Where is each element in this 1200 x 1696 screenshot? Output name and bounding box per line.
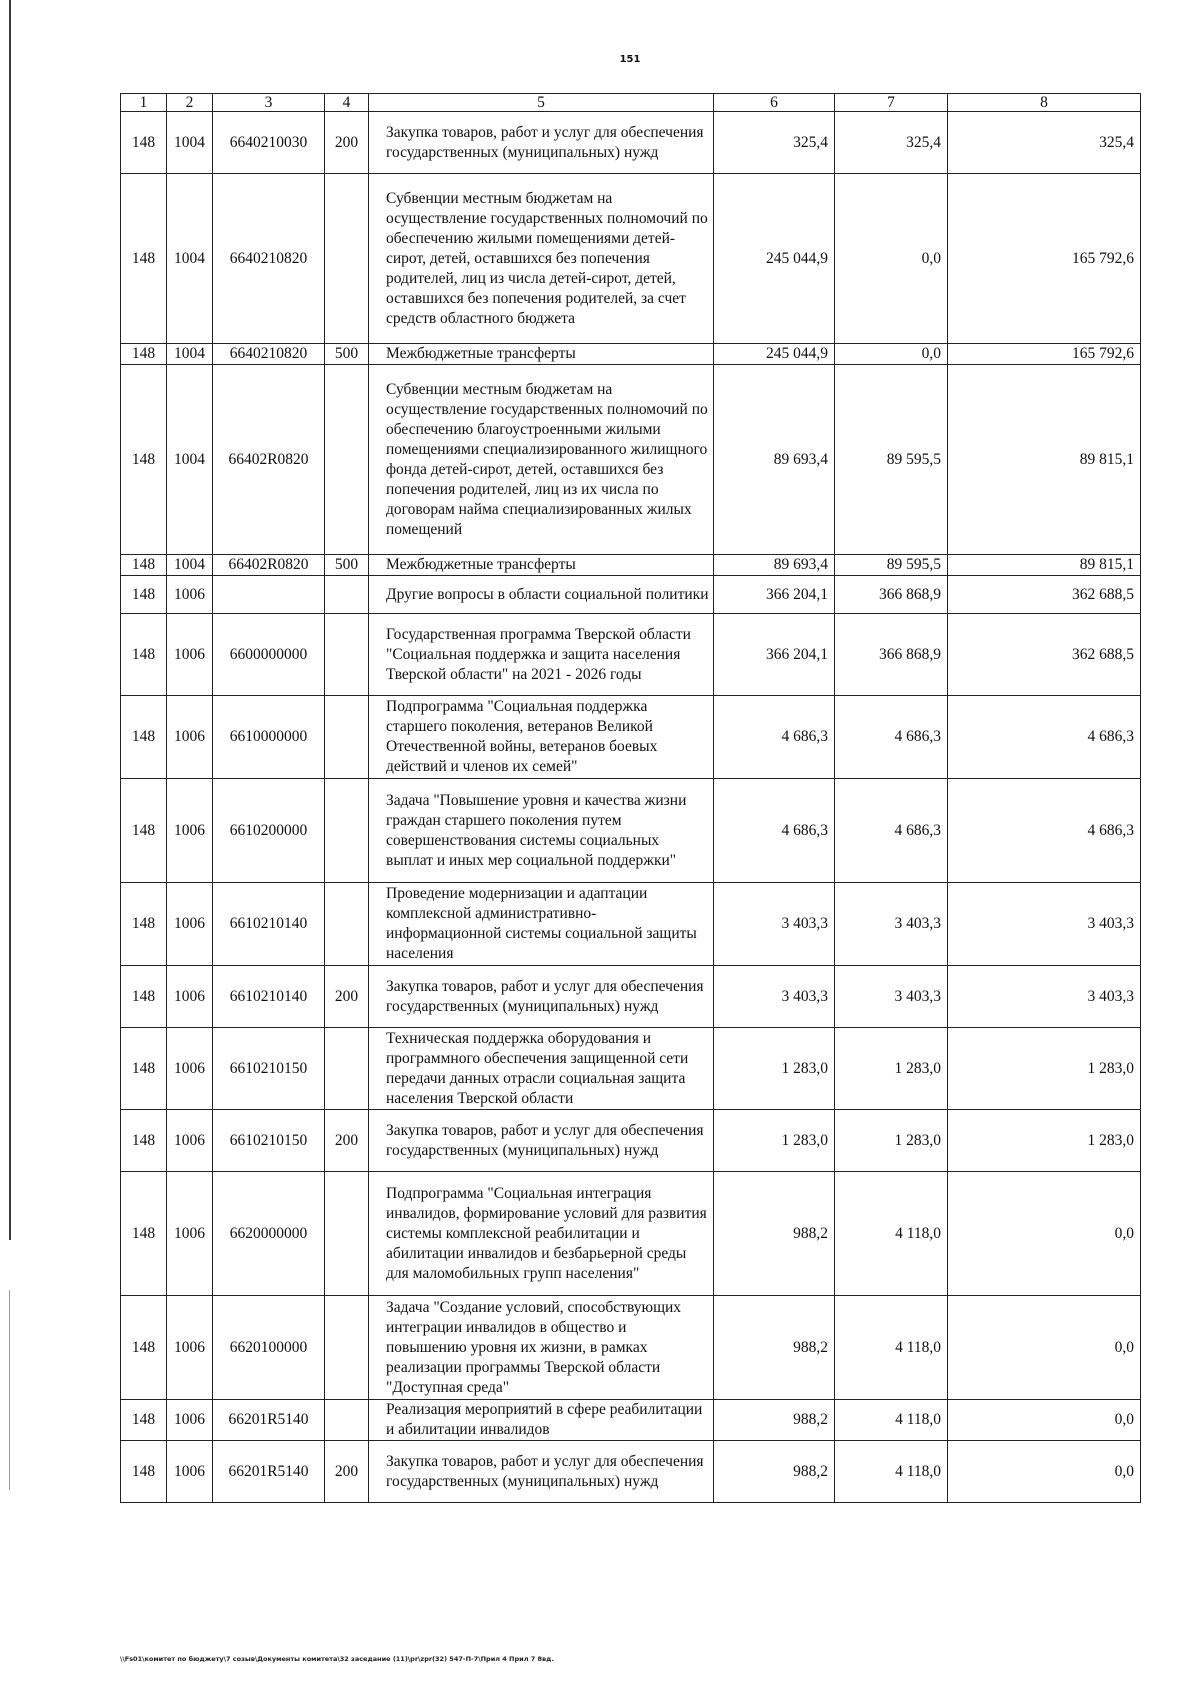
cell-amount-year1: 1 283,0 <box>714 1110 835 1172</box>
cell-amount-year1: 3 403,3 <box>714 966 835 1028</box>
cell-expense-type: 200 <box>325 112 369 174</box>
table-row <box>121 614 1141 696</box>
cell-description: Другие вопросы в области социальной политики <box>369 576 714 614</box>
cell-amount-year3: 165 792,6 <box>948 174 1141 344</box>
cell-amount-year1: 988,2 <box>714 1296 835 1400</box>
table-row <box>121 365 1141 555</box>
table-header-row <box>121 94 1141 112</box>
cell-amount-year1: 245 044,9 <box>714 344 835 365</box>
cell-section-code: 1004 <box>167 112 213 174</box>
header-cell: 2 <box>167 94 213 112</box>
cell-target-article: 6610210150 <box>213 1028 325 1110</box>
cell-grbs-code: 148 <box>121 1296 167 1400</box>
cell-amount-year3: 362 688,5 <box>948 614 1141 696</box>
cell-amount-year1: 89 693,4 <box>714 555 835 576</box>
budget-table <box>120 93 1141 1503</box>
cell-expense-type <box>325 174 369 344</box>
cell-target-article: 6620000000 <box>213 1172 325 1296</box>
cell-amount-year2: 89 595,5 <box>835 365 948 555</box>
cell-grbs-code: 148 <box>121 1441 167 1503</box>
cell-expense-type: 200 <box>325 1441 369 1503</box>
cell-grbs-code: 148 <box>121 1028 167 1110</box>
header-cell: 8 <box>948 94 1141 112</box>
cell-amount-year1: 3 403,3 <box>714 883 835 966</box>
cell-grbs-code: 148 <box>121 614 167 696</box>
table-row <box>121 1028 1141 1110</box>
cell-grbs-code: 148 <box>121 344 167 365</box>
cell-target-article: 6610210140 <box>213 966 325 1028</box>
cell-amount-year2: 4 686,3 <box>835 696 948 779</box>
cell-section-code: 1006 <box>167 966 213 1028</box>
cell-target-article: 6610210150 <box>213 1110 325 1172</box>
cell-expense-type: 200 <box>325 1110 369 1172</box>
cell-amount-year2: 3 403,3 <box>835 883 948 966</box>
cell-grbs-code: 148 <box>121 1110 167 1172</box>
cell-expense-type: 500 <box>325 555 369 576</box>
cell-amount-year2: 325,4 <box>835 112 948 174</box>
cell-description: Задача "Создание условий, способствующих интеграции инвалидов в общество и повышению уровня их жизни, в рамках реализации программы Тверской области "Доступная среда" <box>369 1296 714 1400</box>
cell-amount-year1: 366 204,1 <box>714 576 835 614</box>
cell-amount-year3: 0,0 <box>948 1441 1141 1503</box>
cell-amount-year2: 4 118,0 <box>835 1296 948 1400</box>
cell-expense-type <box>325 1028 369 1110</box>
cell-grbs-code: 148 <box>121 696 167 779</box>
cell-amount-year3: 0,0 <box>948 1296 1141 1400</box>
cell-description: Субвенции местным бюджетам на осуществление государственных полномочий по обеспечению жилыми помещениями детей-сирот, детей, оставшихся без попечения родителей, лиц из числа детей-сирот, детей, оставшихся без попечения родителей, за счет средств областного бюджета <box>369 174 714 344</box>
cell-amount-year3: 0,0 <box>948 1400 1141 1441</box>
table-row <box>121 174 1141 344</box>
cell-amount-year2: 1 283,0 <box>835 1110 948 1172</box>
cell-section-code: 1006 <box>167 696 213 779</box>
cell-target-article: 66201R5140 <box>213 1400 325 1441</box>
table-row <box>121 1400 1141 1441</box>
cell-target-article: 6640210820 <box>213 344 325 365</box>
cell-description: Субвенции местным бюджетам на осуществление государственных полномочий по обеспечению благоустроенными жилыми помещениями специализированного жилищного фонда детей-сирот, детей, оставшихся без попечения родителей, лиц из их числа по договорам найма специализированных жилых помещений <box>369 365 714 555</box>
table-row <box>121 966 1141 1028</box>
cell-section-code: 1004 <box>167 174 213 344</box>
cell-expense-type <box>325 1400 369 1441</box>
cell-description: Реализация мероприятий в сфере реабилитации и абилитации инвалидов <box>369 1400 714 1441</box>
table-row <box>121 1172 1141 1296</box>
cell-expense-type <box>325 779 369 883</box>
table-row <box>121 1441 1141 1503</box>
header-cell: 5 <box>369 94 714 112</box>
table-row <box>121 883 1141 966</box>
cell-section-code: 1006 <box>167 883 213 966</box>
cell-amount-year1: 4 686,3 <box>714 779 835 883</box>
header-cell: 1 <box>121 94 167 112</box>
table-row <box>121 112 1141 174</box>
cell-target-article: 6610000000 <box>213 696 325 779</box>
cell-amount-year1: 988,2 <box>714 1400 835 1441</box>
cell-description: Закупка товаров, работ и услуг для обеспечения государственных (муниципальных) нужд <box>369 1441 714 1503</box>
cell-target-article: 66201R5140 <box>213 1441 325 1503</box>
cell-amount-year3: 0,0 <box>948 1172 1141 1296</box>
cell-amount-year1: 988,2 <box>714 1441 835 1503</box>
cell-amount-year3: 3 403,3 <box>948 883 1141 966</box>
cell-target-article: 6610210140 <box>213 883 325 966</box>
cell-target-article: 6620100000 <box>213 1296 325 1400</box>
cell-description: Закупка товаров, работ и услуг для обеспечения государственных (муниципальных) нужд <box>369 112 714 174</box>
cell-amount-year2: 4 118,0 <box>835 1172 948 1296</box>
cell-amount-year1: 325,4 <box>714 112 835 174</box>
cell-section-code: 1006 <box>167 779 213 883</box>
cell-section-code: 1006 <box>167 576 213 614</box>
cell-expense-type <box>325 614 369 696</box>
cell-amount-year2: 0,0 <box>835 174 948 344</box>
header-cell: 7 <box>835 94 948 112</box>
cell-section-code: 1006 <box>167 1400 213 1441</box>
cell-expense-type <box>325 883 369 966</box>
cell-expense-type <box>325 365 369 555</box>
cell-target-article: 6640210030 <box>213 112 325 174</box>
cell-amount-year2: 366 868,9 <box>835 614 948 696</box>
cell-target-article: 6600000000 <box>213 614 325 696</box>
cell-expense-type <box>325 1296 369 1400</box>
cell-grbs-code: 148 <box>121 883 167 966</box>
cell-description: Подпрограмма "Социальная поддержка старшего поколения, ветеранов Великой Отечественной войны, ветеранов боевых действий и членов их семей" <box>369 696 714 779</box>
scan-edge-line <box>9 0 11 1240</box>
cell-section-code: 1006 <box>167 1110 213 1172</box>
table-row <box>121 576 1141 614</box>
header-cell: 6 <box>714 94 835 112</box>
cell-description: Межбюджетные трансферты <box>369 555 714 576</box>
cell-section-code: 1006 <box>167 1172 213 1296</box>
cell-expense-type <box>325 1172 369 1296</box>
cell-section-code: 1006 <box>167 1296 213 1400</box>
cell-description: Закупка товаров, работ и услуг для обеспечения государственных (муниципальных) нужд <box>369 966 714 1028</box>
cell-grbs-code: 148 <box>121 555 167 576</box>
cell-description: Проведение модернизации и адаптации комплексной административно-информационной системы социальной защиты населения <box>369 883 714 966</box>
cell-target-article: 6610200000 <box>213 779 325 883</box>
cell-amount-year3: 89 815,1 <box>948 555 1141 576</box>
cell-expense-type: 200 <box>325 966 369 1028</box>
cell-amount-year2: 4 686,3 <box>835 779 948 883</box>
table-body <box>121 94 1141 1503</box>
cell-section-code: 1006 <box>167 1028 213 1110</box>
footer-file-path: \\Fs01\комитет по бюджету\7 созыв\Документы комитета\32 заседание (11)\pr\zpr(32) 547-П-7\Прил 4 Прил 7 8вд. <box>120 1655 554 1663</box>
cell-grbs-code: 148 <box>121 174 167 344</box>
cell-section-code: 1004 <box>167 555 213 576</box>
cell-amount-year3: 1 283,0 <box>948 1028 1141 1110</box>
header-cell: 3 <box>213 94 325 112</box>
cell-amount-year1: 366 204,1 <box>714 614 835 696</box>
cell-target-article: 66402R0820 <box>213 365 325 555</box>
cell-section-code: 1004 <box>167 365 213 555</box>
cell-description: Техническая поддержка оборудования и программного обеспечения защищенной сети передачи данных отрасли социальная защита населения Тверской области <box>369 1028 714 1110</box>
cell-amount-year1: 1 283,0 <box>714 1028 835 1110</box>
cell-grbs-code: 148 <box>121 576 167 614</box>
table-row <box>121 696 1141 779</box>
cell-amount-year2: 366 868,9 <box>835 576 948 614</box>
cell-expense-type: 500 <box>325 344 369 365</box>
cell-grbs-code: 148 <box>121 1172 167 1296</box>
cell-amount-year1: 89 693,4 <box>714 365 835 555</box>
cell-description: Государственная программа Тверской области "Социальная поддержка и защита населения Тверской области" на 2021 - 2026 годы <box>369 614 714 696</box>
cell-amount-year3: 1 283,0 <box>948 1110 1141 1172</box>
table-row <box>121 1110 1141 1172</box>
cell-grbs-code: 148 <box>121 112 167 174</box>
cell-grbs-code: 148 <box>121 779 167 883</box>
cell-expense-type <box>325 696 369 779</box>
table-row <box>121 344 1141 365</box>
cell-amount-year3: 3 403,3 <box>948 966 1141 1028</box>
cell-grbs-code: 148 <box>121 1400 167 1441</box>
cell-target-article: 6640210820 <box>213 174 325 344</box>
cell-expense-type <box>325 576 369 614</box>
cell-target-article <box>213 576 325 614</box>
cell-amount-year3: 89 815,1 <box>948 365 1141 555</box>
cell-section-code: 1004 <box>167 344 213 365</box>
table-row <box>121 779 1141 883</box>
cell-amount-year3: 4 686,3 <box>948 779 1141 883</box>
cell-description: Подпрограмма "Социальная интеграция инвалидов, формирование условий для развития системы комплексной реабилитации и абилитации инвалидов и безбарьерной среды для маломобильных групп населения" <box>369 1172 714 1296</box>
cell-section-code: 1006 <box>167 614 213 696</box>
cell-amount-year1: 988,2 <box>714 1172 835 1296</box>
cell-section-code: 1006 <box>167 1441 213 1503</box>
page-number: 151 <box>619 54 641 65</box>
cell-amount-year1: 245 044,9 <box>714 174 835 344</box>
cell-description: Межбюджетные трансферты <box>369 344 714 365</box>
cell-grbs-code: 148 <box>121 365 167 555</box>
cell-grbs-code: 148 <box>121 966 167 1028</box>
cell-amount-year3: 362 688,5 <box>948 576 1141 614</box>
cell-amount-year1: 4 686,3 <box>714 696 835 779</box>
cell-amount-year2: 89 595,5 <box>835 555 948 576</box>
table-row <box>121 1296 1141 1400</box>
cell-target-article: 66402R0820 <box>213 555 325 576</box>
cell-amount-year2: 1 283,0 <box>835 1028 948 1110</box>
header-cell: 4 <box>325 94 369 112</box>
cell-amount-year3: 165 792,6 <box>948 344 1141 365</box>
cell-amount-year3: 325,4 <box>948 112 1141 174</box>
table-row <box>121 555 1141 576</box>
cell-amount-year2: 3 403,3 <box>835 966 948 1028</box>
cell-amount-year3: 4 686,3 <box>948 696 1141 779</box>
cell-description: Задача "Повышение уровня и качества жизни граждан старшего поколения путем совершенствования системы социальных выплат и иных мер социальной поддержки" <box>369 779 714 883</box>
scan-edge-line-lower <box>9 1290 10 1490</box>
cell-amount-year2: 4 118,0 <box>835 1400 948 1441</box>
cell-amount-year2: 0,0 <box>835 344 948 365</box>
cell-description: Закупка товаров, работ и услуг для обеспечения государственных (муниципальных) нужд <box>369 1110 714 1172</box>
cell-amount-year2: 4 118,0 <box>835 1441 948 1503</box>
